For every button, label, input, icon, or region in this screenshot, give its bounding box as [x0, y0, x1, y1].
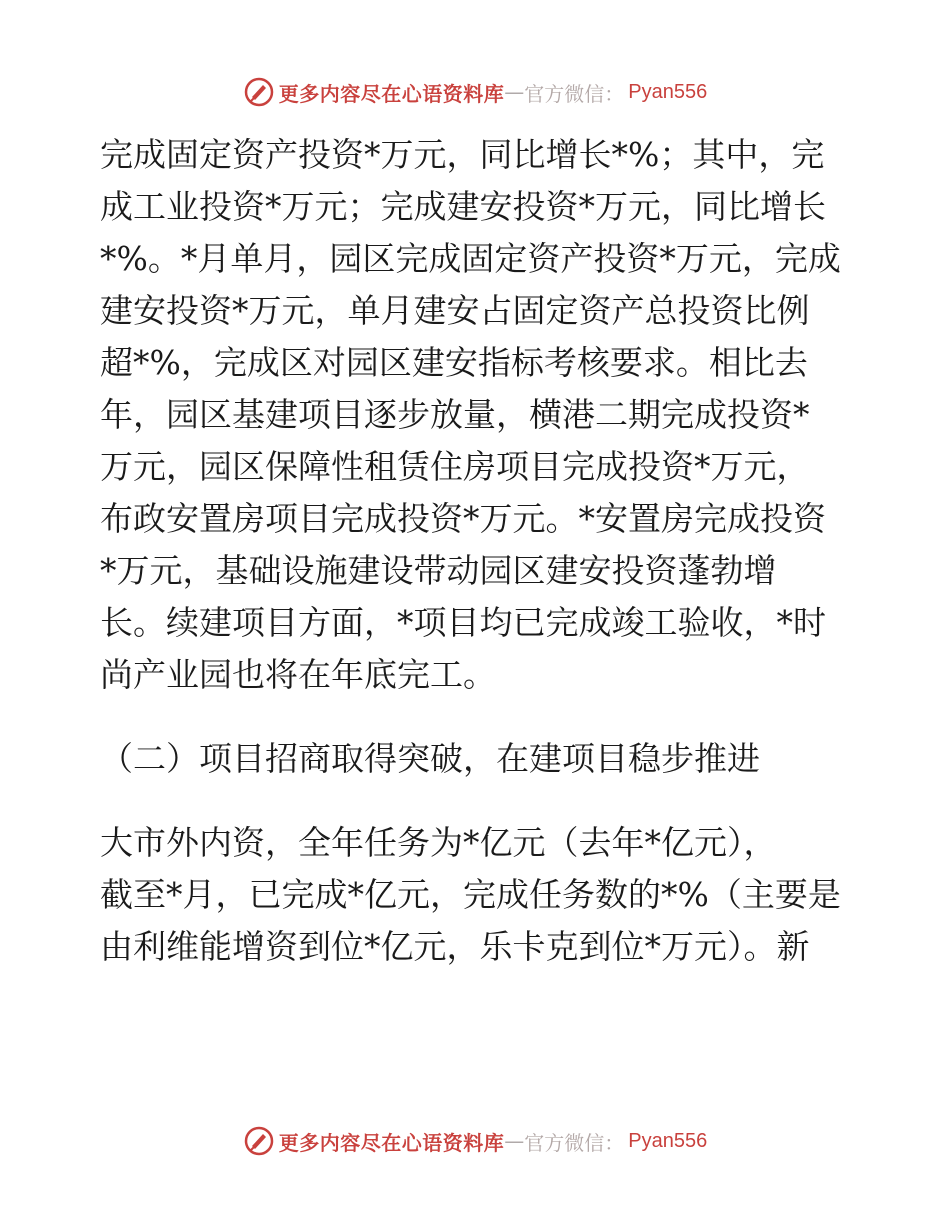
text-line: 建安投资*万元，单月建安占固定资产总投资比例: [100, 291, 810, 330]
watermark-dash: —: [504, 80, 525, 104]
watermark-logo-icon: [243, 76, 275, 108]
watermark-dash: —: [504, 1129, 525, 1153]
watermark-main-text: 更多内容尽在心语资料库: [278, 81, 505, 106]
footer-watermark: [0, 1121, 950, 1161]
section-heading: [100, 733, 860, 785]
document-body: [100, 129, 860, 973]
text-line: 年，园区基建项目逐步放量，横港二期完成投资*: [100, 395, 810, 434]
paragraph-2: [100, 817, 860, 973]
heading-line: （二）项目招商取得突破，在建项目稳步推进: [100, 739, 760, 778]
text-line: *%。*月单月，园区完成固定资产投资*万元，完成: [100, 239, 841, 278]
text-line: 截至*月，已完成*亿元，完成任务数的*%（主要是: [100, 875, 841, 914]
watermark-official-text: 官方微信：: [524, 1130, 625, 1155]
text-line: *万元，基础设施建设带动园区建安投资蓬勃增: [100, 551, 777, 590]
text-line: 完成固定资产投资*万元，同比增长*%；其中，完: [100, 135, 825, 174]
text-line: 布政安置房项目完成投资*万元。*安置房完成投资: [100, 499, 826, 538]
watermark-wechat-id: Pyan556: [628, 80, 708, 103]
watermark-wechat-id: Pyan556: [628, 1129, 708, 1152]
text-line: 由利维能增资到位*亿元，乐卡克到位*万元）。新: [100, 927, 810, 966]
text-line: 成工业投资*万元；完成建安投资*万元，同比增长: [100, 187, 826, 226]
watermark-official-text: 官方微信：: [524, 81, 625, 106]
header-watermark: [0, 72, 950, 112]
text-line: 大市外内资，全年任务为*亿元（去年*亿元），: [100, 823, 777, 862]
text-line: 尚产业园也将在年底完工。: [100, 655, 496, 694]
text-line: 万元，园区保障性租赁住房项目完成投资*万元，: [100, 447, 810, 486]
text-line: 长。续建项目方面，*项目均已完成竣工验收，*时: [100, 603, 826, 642]
watermark-logo-icon: [243, 1125, 275, 1157]
watermark-main-text: 更多内容尽在心语资料库: [278, 1130, 505, 1155]
paragraph-1: [100, 129, 860, 701]
text-line: 超*%，完成区对园区建安指标考核要求。相比去: [100, 343, 808, 382]
